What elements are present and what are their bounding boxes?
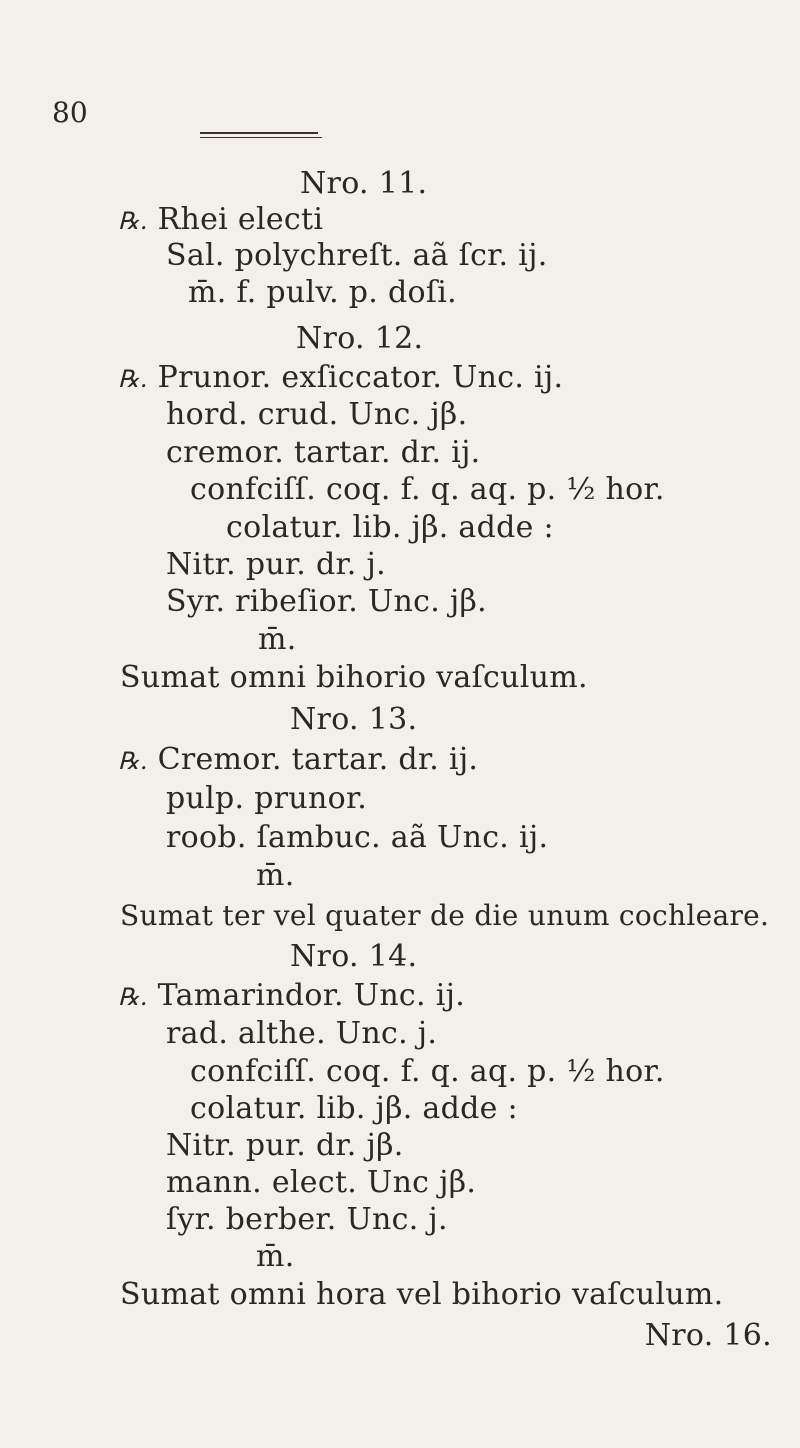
ingredient-text: Tamarindor. Unc. ij.	[157, 978, 466, 1013]
ingredient-text: Prunor. exſiccator. Unc. ij.	[157, 360, 564, 395]
prescription-line: cremor. tartar. dr. ij.	[166, 435, 481, 470]
prescription-line: Syr. ribeſior. Unc. jβ.	[166, 584, 487, 619]
prescription-line: Nitr. pur. dr. jβ.	[166, 1128, 404, 1163]
recipe-symbol: ℞.	[118, 747, 148, 775]
page-number: 80	[52, 96, 88, 129]
prescription-line: m̄.	[256, 858, 295, 893]
prescription-line: colatur. lib. jβ. adde :	[226, 510, 554, 545]
prescription-line: colatur. lib. jβ. adde :	[190, 1091, 518, 1126]
prescription-instruction: Sumat ter vel quater de die unum cochleare.	[120, 899, 770, 932]
prescription-instruction: Sumat omni hora vel bihorio vaſculum.	[120, 1277, 724, 1312]
prescription-line	[118, 360, 563, 397]
prescription-line	[118, 978, 465, 1015]
prescription-line: Sal. polychreſt. aã ſcr. ij.	[166, 238, 548, 273]
prescription-line: pulp. prunor.	[166, 781, 368, 816]
recipe-symbol: ℞.	[118, 983, 148, 1011]
ingredient-text: Rhei electi	[157, 202, 324, 237]
recipe-symbol: ℞.	[118, 365, 148, 393]
prescription-number: Nro. 12.	[296, 321, 424, 356]
recipe-symbol: ℞.	[118, 207, 148, 235]
prescription-number: Nro. 13.	[290, 702, 418, 737]
prescription-line: confciſſ. coq. f. q. aq. p. ½ hor.	[190, 1054, 665, 1089]
prescription-line: hord. crud. Unc. jβ.	[166, 397, 468, 432]
prescription-line: Nitr. pur. dr. j.	[166, 547, 386, 582]
catchword: Nro. 16.	[644, 1318, 772, 1353]
prescription-line	[118, 742, 478, 779]
prescription-line: ſyr. berber. Unc. j.	[166, 1202, 448, 1237]
prescription-line	[118, 202, 323, 239]
prescription-line: m̄.	[258, 622, 297, 657]
prescription-line: rad. althe. Unc. j.	[166, 1016, 438, 1051]
prescription-number: Nro. 11.	[300, 166, 428, 201]
prescription-line: mann. elect. Unc jβ.	[166, 1165, 477, 1200]
prescription-line: m̄.	[256, 1239, 295, 1274]
header-rule-lower	[200, 137, 322, 138]
prescription-instruction: Sumat omni bihorio vaſculum.	[120, 660, 588, 695]
ingredient-text: Cremor. tartar. dr. ij.	[157, 742, 479, 777]
prescription-line: m̄. f. pulv. p. doſi.	[188, 275, 457, 310]
prescription-line: confciſſ. coq. f. q. aq. p. ½ hor.	[190, 472, 665, 507]
prescription-line: roob. ſambuc. aã Unc. ij.	[166, 820, 549, 855]
header-rule	[200, 132, 318, 134]
prescription-number: Nro. 14.	[290, 939, 418, 974]
